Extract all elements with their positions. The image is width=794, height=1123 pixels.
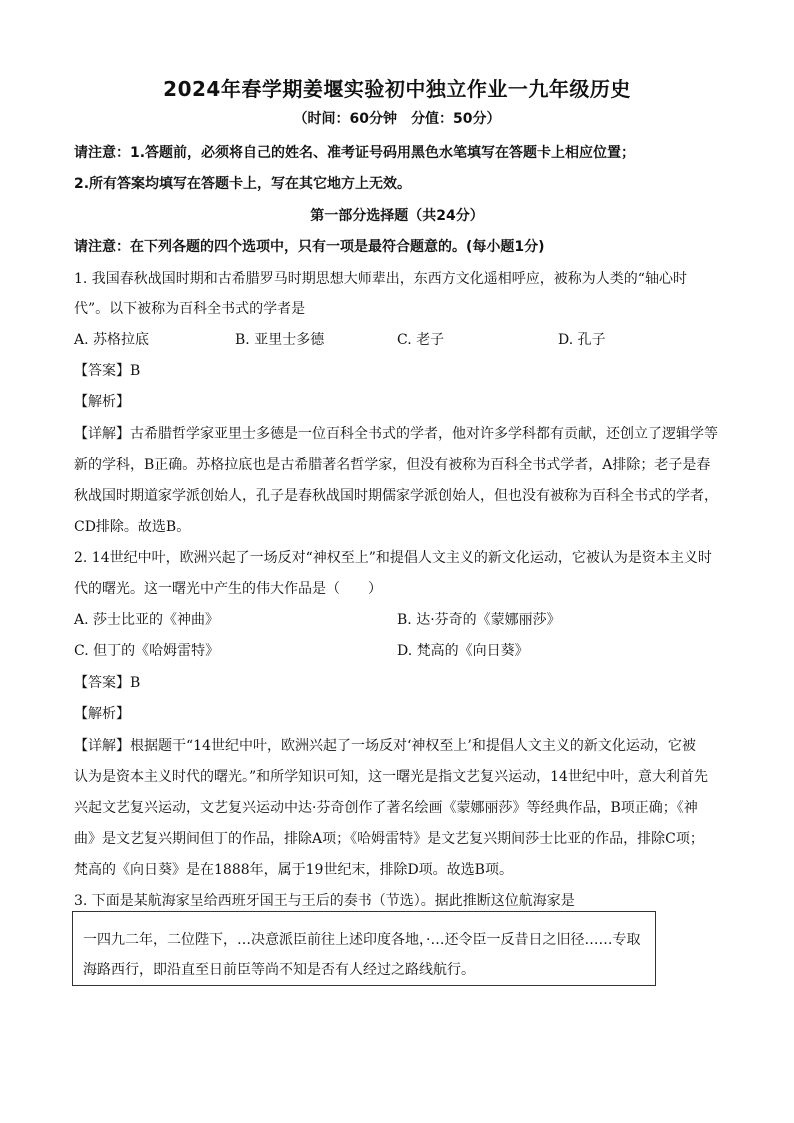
q2-analysis-label: 【解析】 <box>74 706 130 722</box>
q3-quote-line-1: 一四九二年，二位陛下，…决意派臣前往上述印度各地，·…还令臣一反昔日之旧径……专取 <box>83 932 641 948</box>
notice-line-1: 请注意：1.答题前，必须将自己的姓名、准考证号码用黑色水笔填写在答题卡上相应位置； <box>74 145 636 161</box>
q2-answer: 【答案】B <box>74 675 141 691</box>
notice-line-2: 2.所有答案均填写在答题卡上，写在其它地方上无效。 <box>74 176 412 192</box>
q3-stem-line-1: 3. 下面是某航海家呈给西班牙国王与王后的奏书（节选）。据此推断这位航海家是 <box>74 893 575 909</box>
q1-option-d: D. 孔子 <box>558 332 606 348</box>
q2-stem-line-2: 代的曙光。这一曙光中产生的伟大作品是（ ） <box>74 581 382 597</box>
q2-option-c: C. 但丁的《哈姆雷特》 <box>74 643 220 659</box>
q2-stem-line-1: 2. 14世纪中叶，欧洲兴起了一场反对“神权至上”和提倡人文主义的新文化运动，它被认为是资本主义时 <box>74 550 712 566</box>
q1-stem-line-1: 1. 我国春秋战国时期和古希腊罗马时期思想大师辈出，东西方文化遥相呼应，被称为人类的“轴心时 <box>74 271 687 287</box>
section-instruction: 请注意：在下列各题的四个选项中，只有一项是最符合题意的。(每小题1分) <box>74 239 545 255</box>
q2-option-b: B. 达·芬奇的《蒙娜丽莎》 <box>397 612 561 628</box>
q1-detail-line-1: 【详解】古希腊哲学家亚里士多德是一位百科全书式的学者，他对许多学科都有贡献，还创立了逻辑学等 <box>74 426 718 442</box>
q2-detail-line-3: 兴起文艺复兴运动，文艺复兴运动中达·芬奇创作了著名绘画《蒙娜丽莎》等经典作品，B项正确；《神 <box>74 800 698 816</box>
q3-quote-box <box>72 911 656 986</box>
q1-detail-line-4: CD排除。故选B。 <box>74 519 191 535</box>
q1-option-a: A. 苏格拉底 <box>74 332 150 348</box>
q2-detail-line-1: 【详解】根据题干“14世纪中叶，欧洲兴起了一场反对‘神权至上’和提倡人文主义的新文化运动，它被 <box>74 738 696 754</box>
q1-detail-line-3: 秋战国时期道家学派创始人，孔子是春秋战国时期儒家学派创始人，但也没有被称为百科全书式的学者， <box>74 488 718 504</box>
q2-option-d: D. 梵高的《向日葵》 <box>397 643 529 659</box>
q1-analysis-label: 【解析】 <box>74 394 130 410</box>
q2-detail-line-4: 曲》是文艺复兴期间但丁的作品，排除A项；《哈姆雷特》是文艺复兴期间莎士比亚的作品，排除C项； <box>74 831 704 847</box>
q1-option-c: C. 老子 <box>397 332 445 348</box>
q1-answer: 【答案】B <box>74 363 141 379</box>
q2-detail-line-2: 认为是资本主义时代的曙光。”和所学知识可知，这一曙光是指文艺复兴运动，14世纪中叶，意大利首先 <box>74 769 708 785</box>
q3-quote-line-2: 海路西行，即沿直至日前臣等尚不知是否有人经过之路线航行。 <box>83 962 475 978</box>
q1-option-b: B. 亚里士多德 <box>235 332 325 348</box>
exam-time-score: （时间：60分钟 分值：50分） <box>293 111 501 127</box>
q2-option-a: A. 莎士比亚的《神曲》 <box>74 612 220 628</box>
q1-detail-line-2: 新的学科，B正确。苏格拉底也是古希腊著名哲学家，但没有被称为百科全书式学者，A排除；老子是春 <box>74 457 711 473</box>
page-title: 2024年春学期姜堰实验初中独立作业一九年级历史 <box>163 77 631 101</box>
q2-detail-line-5: 梵高的《向日葵》是在1888年，属于19世纪末，排除D项。故选B项。 <box>74 862 513 878</box>
section-title: 第一部分选择题（共24分） <box>310 208 484 224</box>
q1-stem-line-2: 代”。以下被称为百科全书式的学者是 <box>74 301 306 317</box>
